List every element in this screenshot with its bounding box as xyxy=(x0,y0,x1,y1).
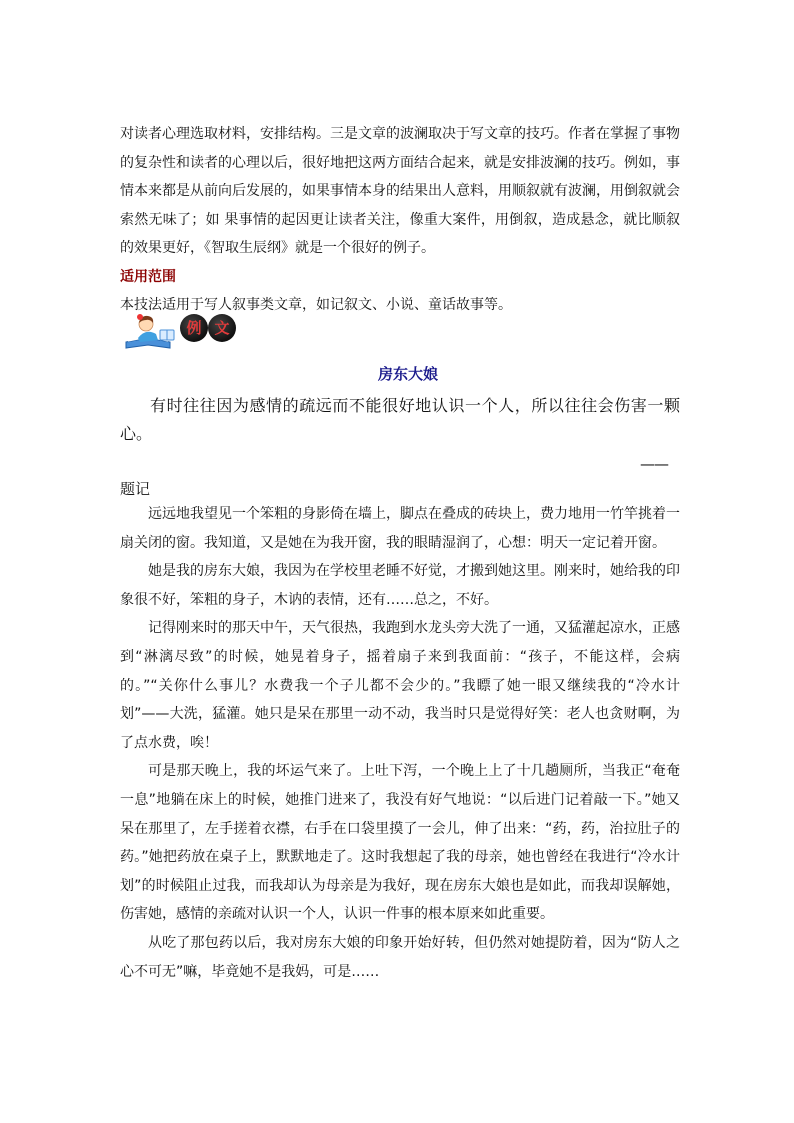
epigraph-dash: —— xyxy=(640,455,668,473)
article-paragraph: 从吃了那包药以后，我对房东大娘的印象开始好转，但仍然对她提防着，因为“防人之心不可无”嘛，毕竟她不是我妈，可是…… xyxy=(120,934,680,980)
article-title: 房东大娘 xyxy=(377,365,438,383)
intro-section xyxy=(120,120,680,320)
scope-heading: 适用范围 xyxy=(120,268,176,285)
example-banner xyxy=(122,310,242,352)
article-body xyxy=(120,500,680,986)
scope-text: 本技法适用于写人叙事类文章，如记叙文、小说、童话故事等。 xyxy=(120,297,512,313)
example-article xyxy=(120,360,680,986)
epigraph-label: 题记 xyxy=(120,480,151,498)
article-paragraph: 远远地我望见一个笨粗的身影倚在墙上，脚点在叠成的砖块上，费力地用一竹竿挑着一扇关闭的窗。我知道，又是她在为我开窗，我的眼睛湿润了，心想：明天一定记着开窗。 xyxy=(120,506,680,551)
intro-paragraph: 对读者心理选取材料，安排结构。三是文章的波澜取决于写文章的技巧。作者在掌握了事物的复杂性和读者的心理以后，很好地把这两方面结合起来，就是安排波澜的技巧。例如，事情本来都是从前向后发展的，如果事情本身的结果出人意料，用顺叙就有波澜，用倒叙就会索然无味了；如 果事情的起因更让读者关注，像重大案件，用倒叙，造成悬念，就比顺叙的效果更好，《智取生辰纲》就是一个很好的例子。 xyxy=(120,126,680,256)
article-paragraph: 她是我的房东大娘，我因为在学校里老睡不好觉，才搬到她这里。刚来时，她给我的印象很不好，笨粗的身子，木讷的表情，还有……总之，不好。 xyxy=(120,563,680,608)
epigraph-text: 有时往往因为感情的疏远而不能很好地认识一个人，所以往往会伤害一颗心。 xyxy=(120,396,680,443)
example-badge-char2: 文 xyxy=(208,314,236,342)
reading-child-icon xyxy=(122,312,178,352)
article-paragraph: 可是那天晚上，我的坏运气来了。上吐下泻，一个晚上上了十几趟厕所，当我正“奄奄一息”地躺在床上的时候，她推门进来了，我没有好气地说：“以后进门记着敲一下。”她又呆在那里了，左手搓着衣襟，右手在口袋里摸了一会儿，伸了出来：“药，药，治拉肚子的药。”她把药放在桌子上，默默地走了。这时我想起了我的母亲，她也曾经在我进行“冷水计划”的时候阻止过我，而我却认为母亲是为我好，现在房东大娘也是如此，而我却误解她，伤害她，感情的亲疏对认识一个人，认识一件事的根本原来如此重要。 xyxy=(120,763,680,923)
article-paragraph: 记得刚来时的那天中午，天气很热，我跑到水龙头旁大洗了一通，又猛灌起凉水，正感到“淋漓尽致”的时候，她晃着身子，摇着扇子来到我面前：“孩子，不能这样，会病的。”“关你什么事儿？水费我一个子儿都不会少的。”我瞟了她一眼又继续我的“冷水计划”——大洗，猛灌。她只是呆在那里一动不动，我当时只是觉得好笑：老人也贪财啊，为了点水费，唉！ xyxy=(120,620,680,751)
example-badge-char1: 例 xyxy=(180,314,208,342)
